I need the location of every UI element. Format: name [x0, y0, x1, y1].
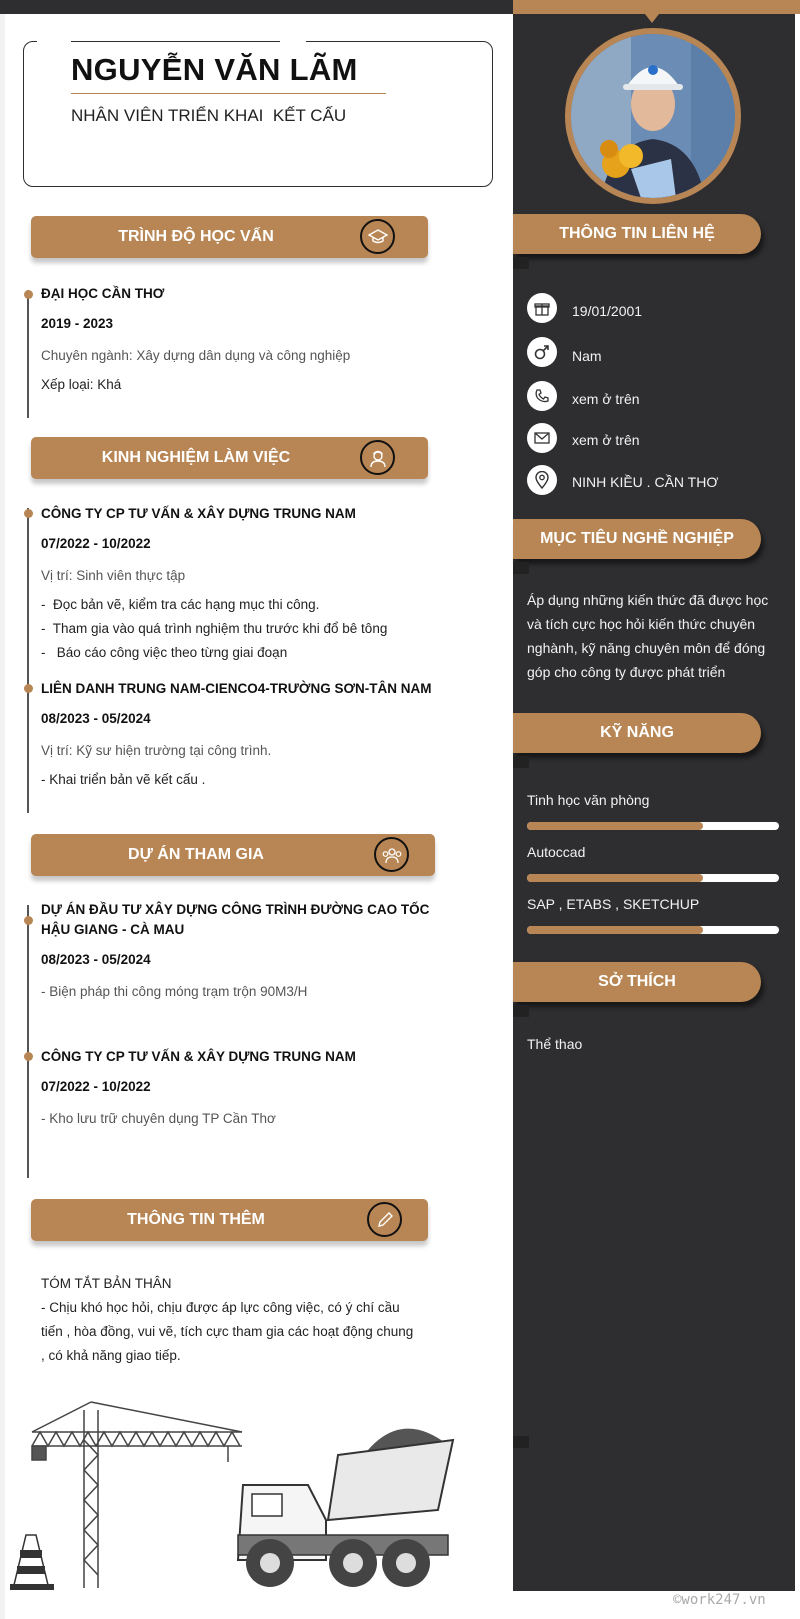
hobbies-banner: [513, 962, 761, 1002]
skill-bar: [527, 926, 779, 934]
name-underline: [71, 93, 386, 94]
objective-line: góp cho công ty được phát triển: [527, 664, 726, 680]
skill-bar-fill: [527, 874, 703, 882]
experience-task: - Tham gia vào quá trình nghiệm thu trước khi đổ bê tông: [41, 621, 388, 636]
worker-icon: [360, 440, 395, 475]
skill-bar-fill: [527, 822, 703, 830]
objective-line: và tích cực học hỏi kiến thức chuyên: [527, 616, 756, 632]
projects-heading: DỰ ÁN THAM GIA: [128, 846, 264, 863]
objective-line: Áp dụng những kiến thức đã được học: [527, 592, 769, 608]
project-detail: - Kho lưu trữ chuyên dụng TP Cần Thơ: [41, 1111, 276, 1126]
hobbies-heading: SỞ THÍCH: [598, 973, 676, 990]
skills-banner: [513, 713, 761, 753]
contact-email: xem ở trên: [572, 432, 640, 448]
extra-subheading: TÓM TẮT BẢN THÂN: [41, 1276, 172, 1291]
projects-timeline: [27, 905, 29, 1178]
graduation-cap-icon: [360, 219, 395, 254]
education-period: 2019 - 2023: [41, 316, 114, 331]
experience-banner: [31, 437, 428, 479]
experience-company: LIÊN DANH TRUNG NAM-CIENCO4-TRƯỜNG SƠN-TÂN NAM: [41, 681, 432, 696]
objective-text: [527, 588, 777, 684]
tower-crane-icon: [32, 1402, 242, 1588]
timeline-dot: [24, 1052, 33, 1061]
timeline-dot: [24, 916, 33, 925]
project-period: 07/2022 - 10/2022: [41, 1079, 151, 1094]
pencil-icon: [367, 1202, 402, 1237]
education-banner: [31, 216, 428, 258]
team-icon: [374, 837, 409, 872]
education-grade: Xếp loại: Khá: [41, 377, 122, 392]
skill-bar-fill: [527, 926, 703, 934]
extra-banner: [31, 1199, 428, 1241]
project-name-cont: HẬU GIANG - CÀ MAU: [41, 922, 185, 937]
skill-name: Tinh học văn phòng: [527, 792, 650, 808]
project-period: 08/2023 - 05/2024: [41, 952, 151, 967]
hobby-item: Thể thao: [527, 1036, 583, 1052]
location-pin-icon: [527, 465, 557, 495]
contact-birthday: 19/01/2001: [572, 303, 643, 319]
experience-heading: KINH NGHIỆM LÀM VIỆC: [101, 449, 291, 466]
sidebar-notch: [645, 14, 659, 23]
dump-truck-icon: [238, 1429, 453, 1587]
extra-line: tiến , hòa đồng, vui vẽ, tích cực tham gia các hoạt động chung: [41, 1324, 414, 1339]
education-major: Chuyên ngành: Xây dựng dân dụng và công nghiệp: [41, 348, 351, 363]
contact-address: NINH KIỀU . CẦN THƠ: [572, 474, 719, 490]
phone-icon: [527, 381, 557, 411]
contact-phone: xem ở trên: [572, 391, 640, 407]
experience-task: - Báo cáo công việc theo từng giai đoạn: [41, 645, 288, 660]
project-name: CÔNG TY CP TƯ VẤN & XÂY DỰNG TRUNG NAM: [41, 1049, 356, 1064]
timeline-dot: [24, 684, 33, 693]
skill-bar: [527, 874, 779, 882]
education-timeline: [27, 290, 29, 418]
experience-company: CÔNG TY CP TƯ VẤN & XÂY DỰNG TRUNG NAM: [41, 506, 356, 521]
project-name: DỰ ÁN ĐẦU TƯ XÂY DỰNG CÔNG TRÌNH ĐƯỜNG CAO TỐC: [41, 902, 430, 917]
traffic-cone-icon: [10, 1535, 54, 1590]
timeline-dot: [24, 509, 33, 518]
contact-gender: Nam: [572, 348, 602, 364]
watermark: ©work247.vn: [673, 1592, 766, 1608]
construction-illustration: [8, 1400, 460, 1592]
projects-banner: [31, 834, 435, 876]
education-heading: TRÌNH ĐỘ HỌC VẤN: [118, 228, 274, 245]
skill-name: Autoccad: [527, 844, 586, 860]
experience-task: - Đọc bản vẽ, kiểm tra các hạng mục thi công.: [41, 597, 320, 612]
experience-position: Vị trí: Kỹ sư hiện trường tại công trình.: [41, 743, 272, 758]
candidate-name: NGUYỄN VĂN LÃM: [71, 52, 358, 87]
avatar: [571, 34, 735, 198]
gift-icon: [527, 293, 557, 323]
gender-icon: [527, 337, 557, 367]
top-bar-accent: [513, 0, 800, 14]
experience-period: 08/2023 - 05/2024: [41, 711, 151, 726]
job-title: NHÂN VIÊN TRIỂN KHAI KẾT CẤU: [71, 106, 347, 125]
experience-position: Vị trí: Sinh viên thực tập: [41, 568, 186, 583]
objective-heading: MỤC TIÊU NGHỀ NGHIỆP: [540, 530, 734, 547]
extra-line: , có khả năng giao tiếp.: [41, 1348, 181, 1363]
extra-heading: THÔNG TIN THÊM: [127, 1211, 265, 1228]
objective-banner: [513, 519, 761, 559]
experience-task: - Khai triển bản vẽ kết cấu .: [41, 772, 206, 787]
contact-heading: THÔNG TIN LIÊN HỆ: [559, 225, 715, 242]
timeline-dot: [24, 290, 33, 299]
skills-heading: KỸ NĂNG: [600, 724, 674, 741]
objective-line: nghành, kỹ năng chuyên môn để đóng: [527, 640, 766, 656]
skill-name: SAP , ETABS , SKETCHUP: [527, 896, 700, 912]
experience-timeline: [27, 508, 29, 813]
extra-line: - Chịu khó học hỏi, chịu được áp lực công việc, có ý chí cầu: [41, 1300, 400, 1315]
skill-bar: [527, 822, 779, 830]
mail-icon: [527, 423, 557, 453]
experience-period: 07/2022 - 10/2022: [41, 536, 151, 551]
education-school: ĐẠI HỌC CẦN THƠ: [41, 286, 165, 301]
project-detail: - Biện pháp thi công móng trạm trộn 90M3/H: [41, 984, 308, 999]
contact-banner: [513, 214, 761, 254]
